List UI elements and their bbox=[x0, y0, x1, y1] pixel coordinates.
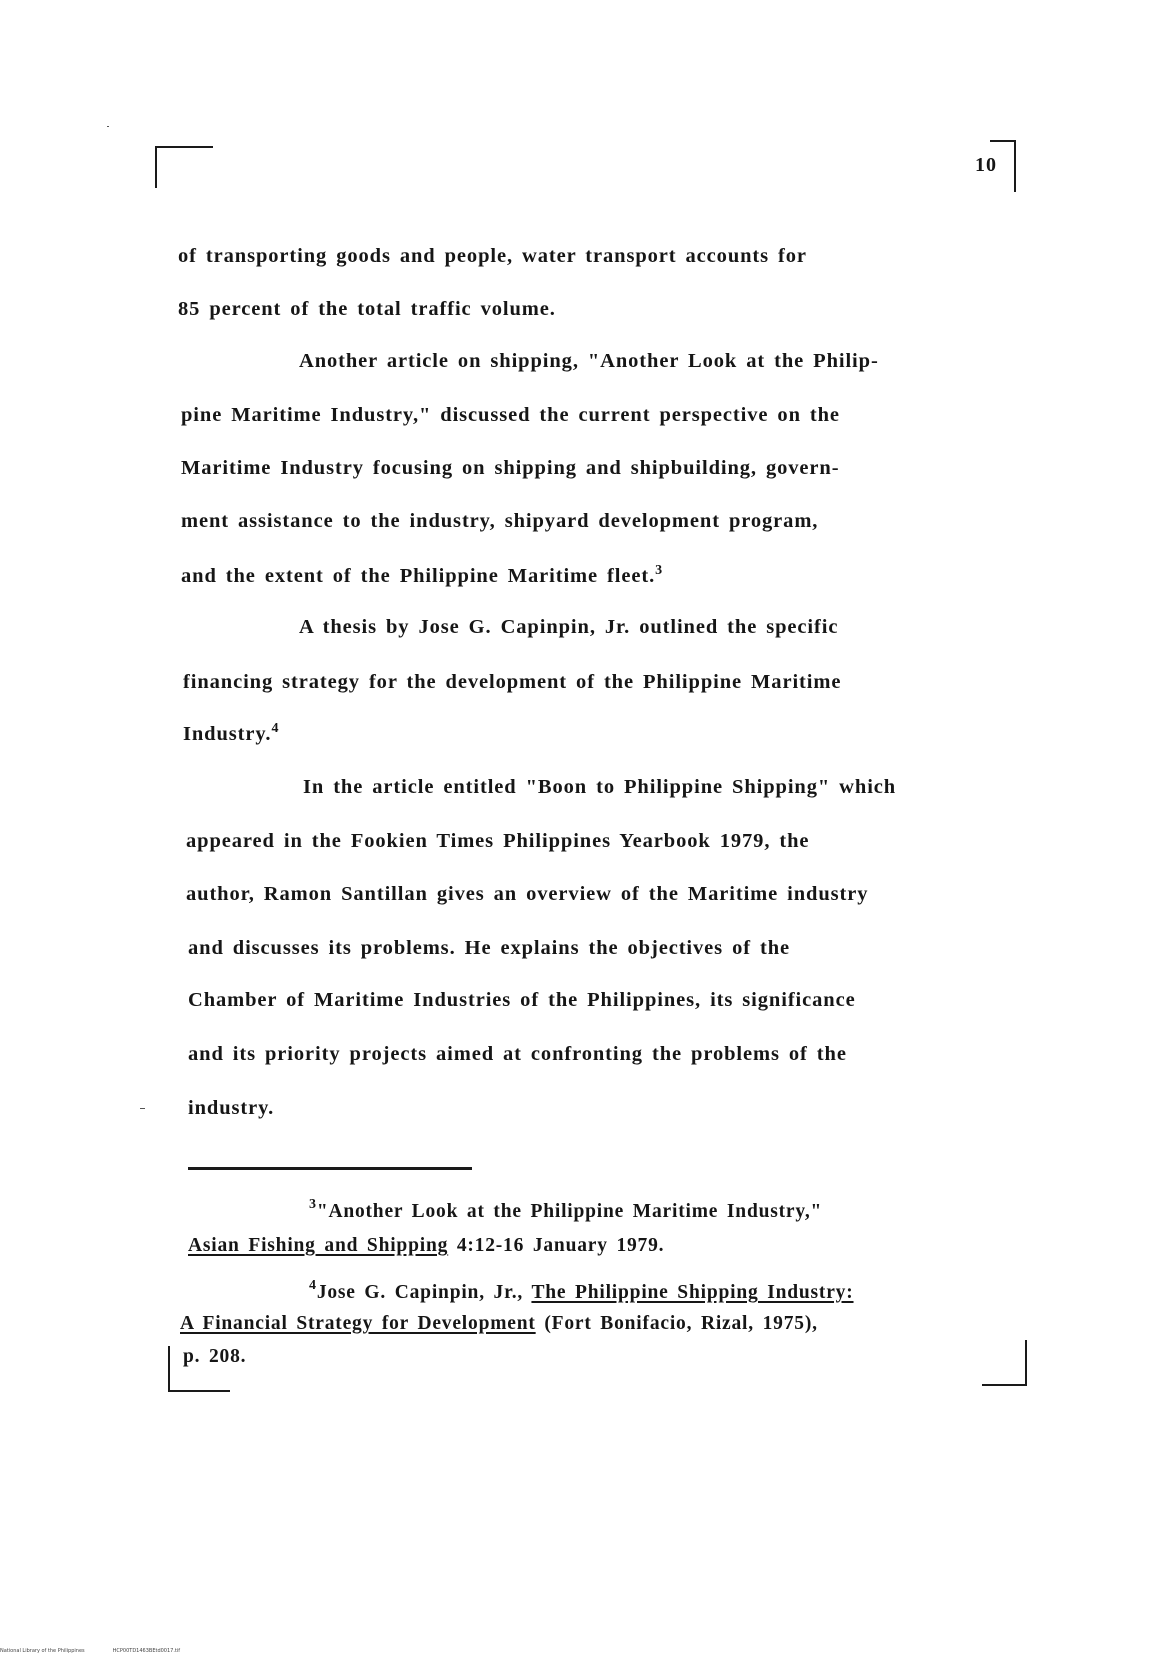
crop-mark-bottom-right-vertical bbox=[1025, 1340, 1027, 1386]
footnote-number: 3 bbox=[309, 1197, 317, 1212]
footnote-text: (Fort Bonifacio, Rizal, 1975), bbox=[535, 1313, 818, 1334]
body-line: author, Ramon Santillan gives an overview of the Maritime industry bbox=[186, 883, 869, 905]
footnote-text: 4:12-16 January 1979. bbox=[448, 1235, 665, 1256]
body-line: A thesis by Jose G. Capinpin, Jr. outlined the specific bbox=[299, 616, 839, 638]
footnote-line: p. 208. bbox=[183, 1346, 247, 1367]
crop-mark-bottom-left-horizontal bbox=[168, 1390, 230, 1392]
page-number: 10 bbox=[975, 154, 997, 176]
scan-footer-file-id: HCP00TD1463BEtd0017.tif bbox=[112, 1648, 181, 1654]
crop-mark-top-left-vertical bbox=[155, 146, 157, 188]
crop-mark-top-right-horizontal bbox=[990, 140, 1015, 142]
scan-footer-library: National Library of the Philippines bbox=[0, 1648, 85, 1654]
body-line: financing strategy for the development of the Philippine Maritime bbox=[183, 671, 842, 693]
footnote-reference: 4 bbox=[271, 721, 280, 736]
body-line: and its priority projects aimed at confronting the problems of the bbox=[188, 1043, 847, 1065]
scan-speck bbox=[107, 126, 109, 127]
body-line: of transporting goods and people, water transport accounts for bbox=[178, 245, 807, 267]
footnote-source-title: A Financial Strategy for Development bbox=[180, 1313, 536, 1334]
body-line: industry. bbox=[188, 1097, 275, 1119]
footnote-number: 4 bbox=[309, 1278, 317, 1293]
footnote-line bbox=[309, 1197, 823, 1222]
footnote-line bbox=[188, 1236, 664, 1256]
scan-footer bbox=[0, 1648, 208, 1654]
footnote-text: Jose G. Capinpin, Jr., bbox=[316, 1282, 532, 1303]
body-text: and the extent of the Philippine Maritime fleet. bbox=[181, 565, 656, 587]
body-line: and discusses its problems. He explains the objectives of the bbox=[188, 937, 791, 959]
body-line: Maritime Industry focusing on shipping and shipbuilding, govern- bbox=[181, 457, 840, 479]
footnote-line bbox=[309, 1278, 854, 1303]
scan-speck bbox=[140, 1108, 145, 1109]
footnote-line bbox=[180, 1314, 818, 1334]
body-text: Industry. bbox=[183, 723, 272, 745]
body-line bbox=[183, 721, 280, 745]
body-line: pine Maritime Industry," discussed the current perspective on the bbox=[181, 404, 840, 426]
crop-mark-bottom-right-horizontal bbox=[982, 1384, 1026, 1386]
footnote-text: "Another Look at the Philippine Maritime Industry," bbox=[316, 1201, 823, 1222]
body-line: 85 percent of the total traffic volume. bbox=[178, 298, 556, 320]
footnote-source-title: The Philippine Shipping Industry: bbox=[531, 1282, 854, 1303]
body-line: Chamber of Maritime Industries of the Philippines, its significance bbox=[188, 989, 856, 1011]
footnote-separator bbox=[188, 1167, 472, 1170]
body-line: In the article entitled "Boon to Philippine Shipping" which bbox=[303, 776, 897, 798]
body-line bbox=[181, 563, 664, 587]
body-line: appeared in the Fookien Times Philippines Yearbook 1979, the bbox=[186, 830, 810, 852]
body-line: Another article on shipping, "Another Look at the Philip- bbox=[299, 350, 879, 372]
footnote-reference: 3 bbox=[655, 563, 664, 578]
crop-mark-bottom-left-vertical bbox=[168, 1346, 170, 1392]
crop-mark-top-left-horizontal bbox=[155, 146, 213, 148]
footnote-source-title: Asian Fishing and Shipping bbox=[188, 1235, 449, 1256]
body-line: ment assistance to the industry, shipyard development program, bbox=[181, 510, 819, 532]
crop-mark-top-right-vertical bbox=[1014, 140, 1016, 192]
